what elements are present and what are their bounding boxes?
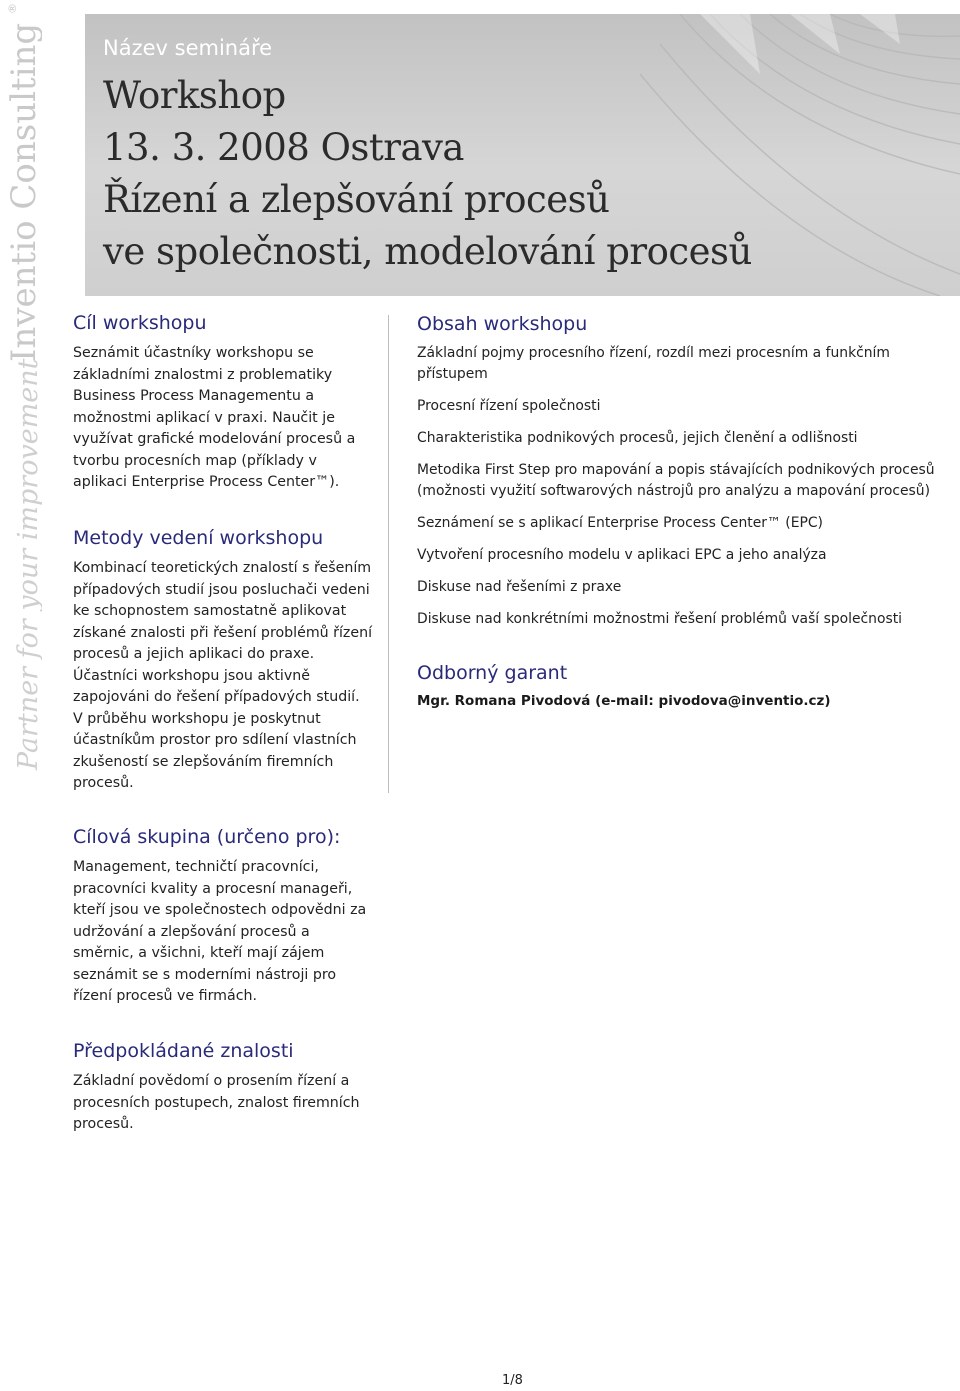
seminar-label: Název semináře [103,36,273,60]
goal-text: Seznámit účastníky workshopu se základními znalostmi z problematiky Business Process Managementu a možnostmi aplikací v praxi. Naučit je využívat grafické modelování procesů a tvorbu procesních map (příklady v aplikaci Enterprise Process Center™). [73,345,356,490]
prerequisites-text: Základní povědomí o prosením řízení a procesních postupech, znalost firemních procesů. [73,1073,360,1132]
content-item: Základní pojmy procesního řízení, rozdíl mezi procesním a funkčním přístupem [417,345,890,382]
content-section [417,312,957,709]
target-group-text: Management, techničtí pracovníci, pracovníci kvality a procesní manageři, kteří jsou ve společnostech odpovědni za udržování a zlepšování procesů a směrnic, a všichni, kteří mají zájem seznámit se s moderními nástroji pro řízení procesů ve firmách. [73,859,367,1004]
brand-name: Inventio Consulting [4,22,42,362]
brand-vertical-logo [2,0,42,780]
prerequisites-heading: Předpokládané znalosti [73,1040,294,1062]
target-group-heading: Cílová skupina (určeno pro): [73,826,341,848]
title-line: Řízení a zlepšování procesů [103,178,610,221]
goal-section [73,311,373,494]
brand-tagline: Partner for your improvement [13,358,42,770]
title-line: 13. 3. 2008 Ostrava [103,126,464,169]
content-item: Diskuse nad řešeními z praxe [417,579,622,595]
goal-heading: Cíl workshopu [73,312,207,334]
title-line: Workshop [103,74,286,117]
content-item: Diskuse nad konkrétními možnostmi řešení problémů vaší společnosti [417,611,903,627]
methods-text: Kombinací teoretických znalostí s řešením případových studií jsou posluchači vedeni ke schopnostem samostatně aplikovat získané znalosti při řešení problémů řízení procesů a jejich aplikaci do praxe. Účastníci workshopu jsou aktivně zapojováni do řešení případových studií. V průběhu workshopu je poskytnut účastníkům prostor pro sdílení vlastních zkušeností se zlepšováním firemních procesů. [73,560,373,791]
methods-heading: Metody vedení workshopu [73,527,324,549]
content-item: Seznámení se s aplikací Enterprise Process Center™ (EPC) [417,515,823,531]
content-item: Procesní řízení společnosti [417,398,601,414]
methods-section [73,526,373,795]
content-item: Vytvoření procesního modelu v aplikaci EPC a jeho analýza [417,547,827,563]
content-list [417,343,957,630]
guarantor-name: Mgr. Romana Pivodová (e-mail: pivodova@inventio.cz) [417,693,831,709]
prerequisites-section [73,1039,373,1136]
target-group-section [73,825,373,1008]
page-number: 1/8 [502,1373,523,1388]
guarantor-heading: Odborný garant [417,662,568,684]
content-item: Metodika First Step pro mapování a popis stávajících podnikových procesů (možnosti využití softwarových nástrojů pro analýzu a mapování procesů) [417,462,935,499]
column-divider [388,315,389,793]
workshop-title [103,70,752,278]
content-item: Charakteristika podnikových procesů, jejich členění a odlišnosti [417,430,858,446]
brand-registered-mark: ® [6,3,19,14]
title-line: ve společnosti, modelování procesů [103,230,752,273]
content-heading: Obsah workshopu [417,313,588,335]
guarantor-section [417,661,957,709]
